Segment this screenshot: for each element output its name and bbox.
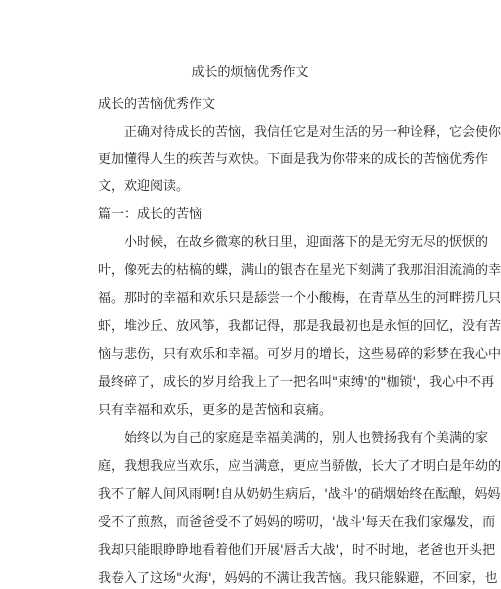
- intro-line: 文，欢迎阅读。: [98, 179, 190, 194]
- paragraph-line: 最终碎了，成长的岁月给我上了一把名叫"束缚'的"枷锁'，我心中不再: [98, 375, 495, 390]
- paragraph-line: 叶，像死去的枯槁的蝶，满山的银杏在星光下刻满了我那泪泪流淌的幸: [98, 263, 501, 278]
- intro-line: 更加懂得人生的疾苦与欢快。下面是我为你带来的成长的苦恼优秀作: [98, 152, 489, 167]
- paragraph-line: 我不了解人间风雨啊!自从奶奶生病后，'战斗'的硝烟始终在酝酿，妈妈: [98, 487, 501, 502]
- intro-line: 正确对待成长的苦恼，我信任它是对生活的另一种诠释，它会使你: [124, 125, 501, 140]
- paragraph-line: 始终以为自己的家庭是幸福美满的，别人也赞扬我有个美满的家: [124, 431, 489, 446]
- paragraph-line: 福。那时的幸福和欢乐只是舔尝一个小酸梅，在青草丛生的河畔捞几只: [98, 291, 501, 306]
- paragraph-line: 庭，我想我应当欢乐，应当满意，更应当骄傲，长大了才明白是年幼的: [98, 459, 501, 474]
- document-subtitle: 成长的苦恼优秀作文: [98, 97, 216, 112]
- paragraph-line: 小时候，在故乡微寒的秋日里，迎面落下的是无穷无尽的恹恹的: [124, 235, 489, 250]
- paragraph-line: 恼与悲伤，只有欢乐和幸福。可岁月的增长，这些易碎的彩梦在我心中: [98, 347, 501, 362]
- section-heading: 篇一：成长的苦恼: [98, 207, 203, 222]
- paragraph-line: 受不了煎熬，而爸爸受不了妈妈的唠叨，'战斗'每天在我们家爆发，而: [98, 515, 496, 530]
- paragraph-line: 我卷入了这场"火海'，妈妈的不满让我苦恼。我只能躲避，不回家，也: [98, 571, 498, 586]
- document-title: 成长的烦恼优秀作文: [191, 65, 309, 80]
- paragraph-line: 我却只能眼睁睁地看着他们开展'唇舌大战'，时不时地，老爸也开头把: [98, 543, 496, 558]
- paragraph-line: 虾，堆沙丘、放风筝，我都记得，那是我最初也是永恒的回忆，没有苦: [98, 319, 501, 334]
- paragraph-line: 只有幸福和欢乐，更多的是苦恼和哀痛。: [98, 403, 333, 418]
